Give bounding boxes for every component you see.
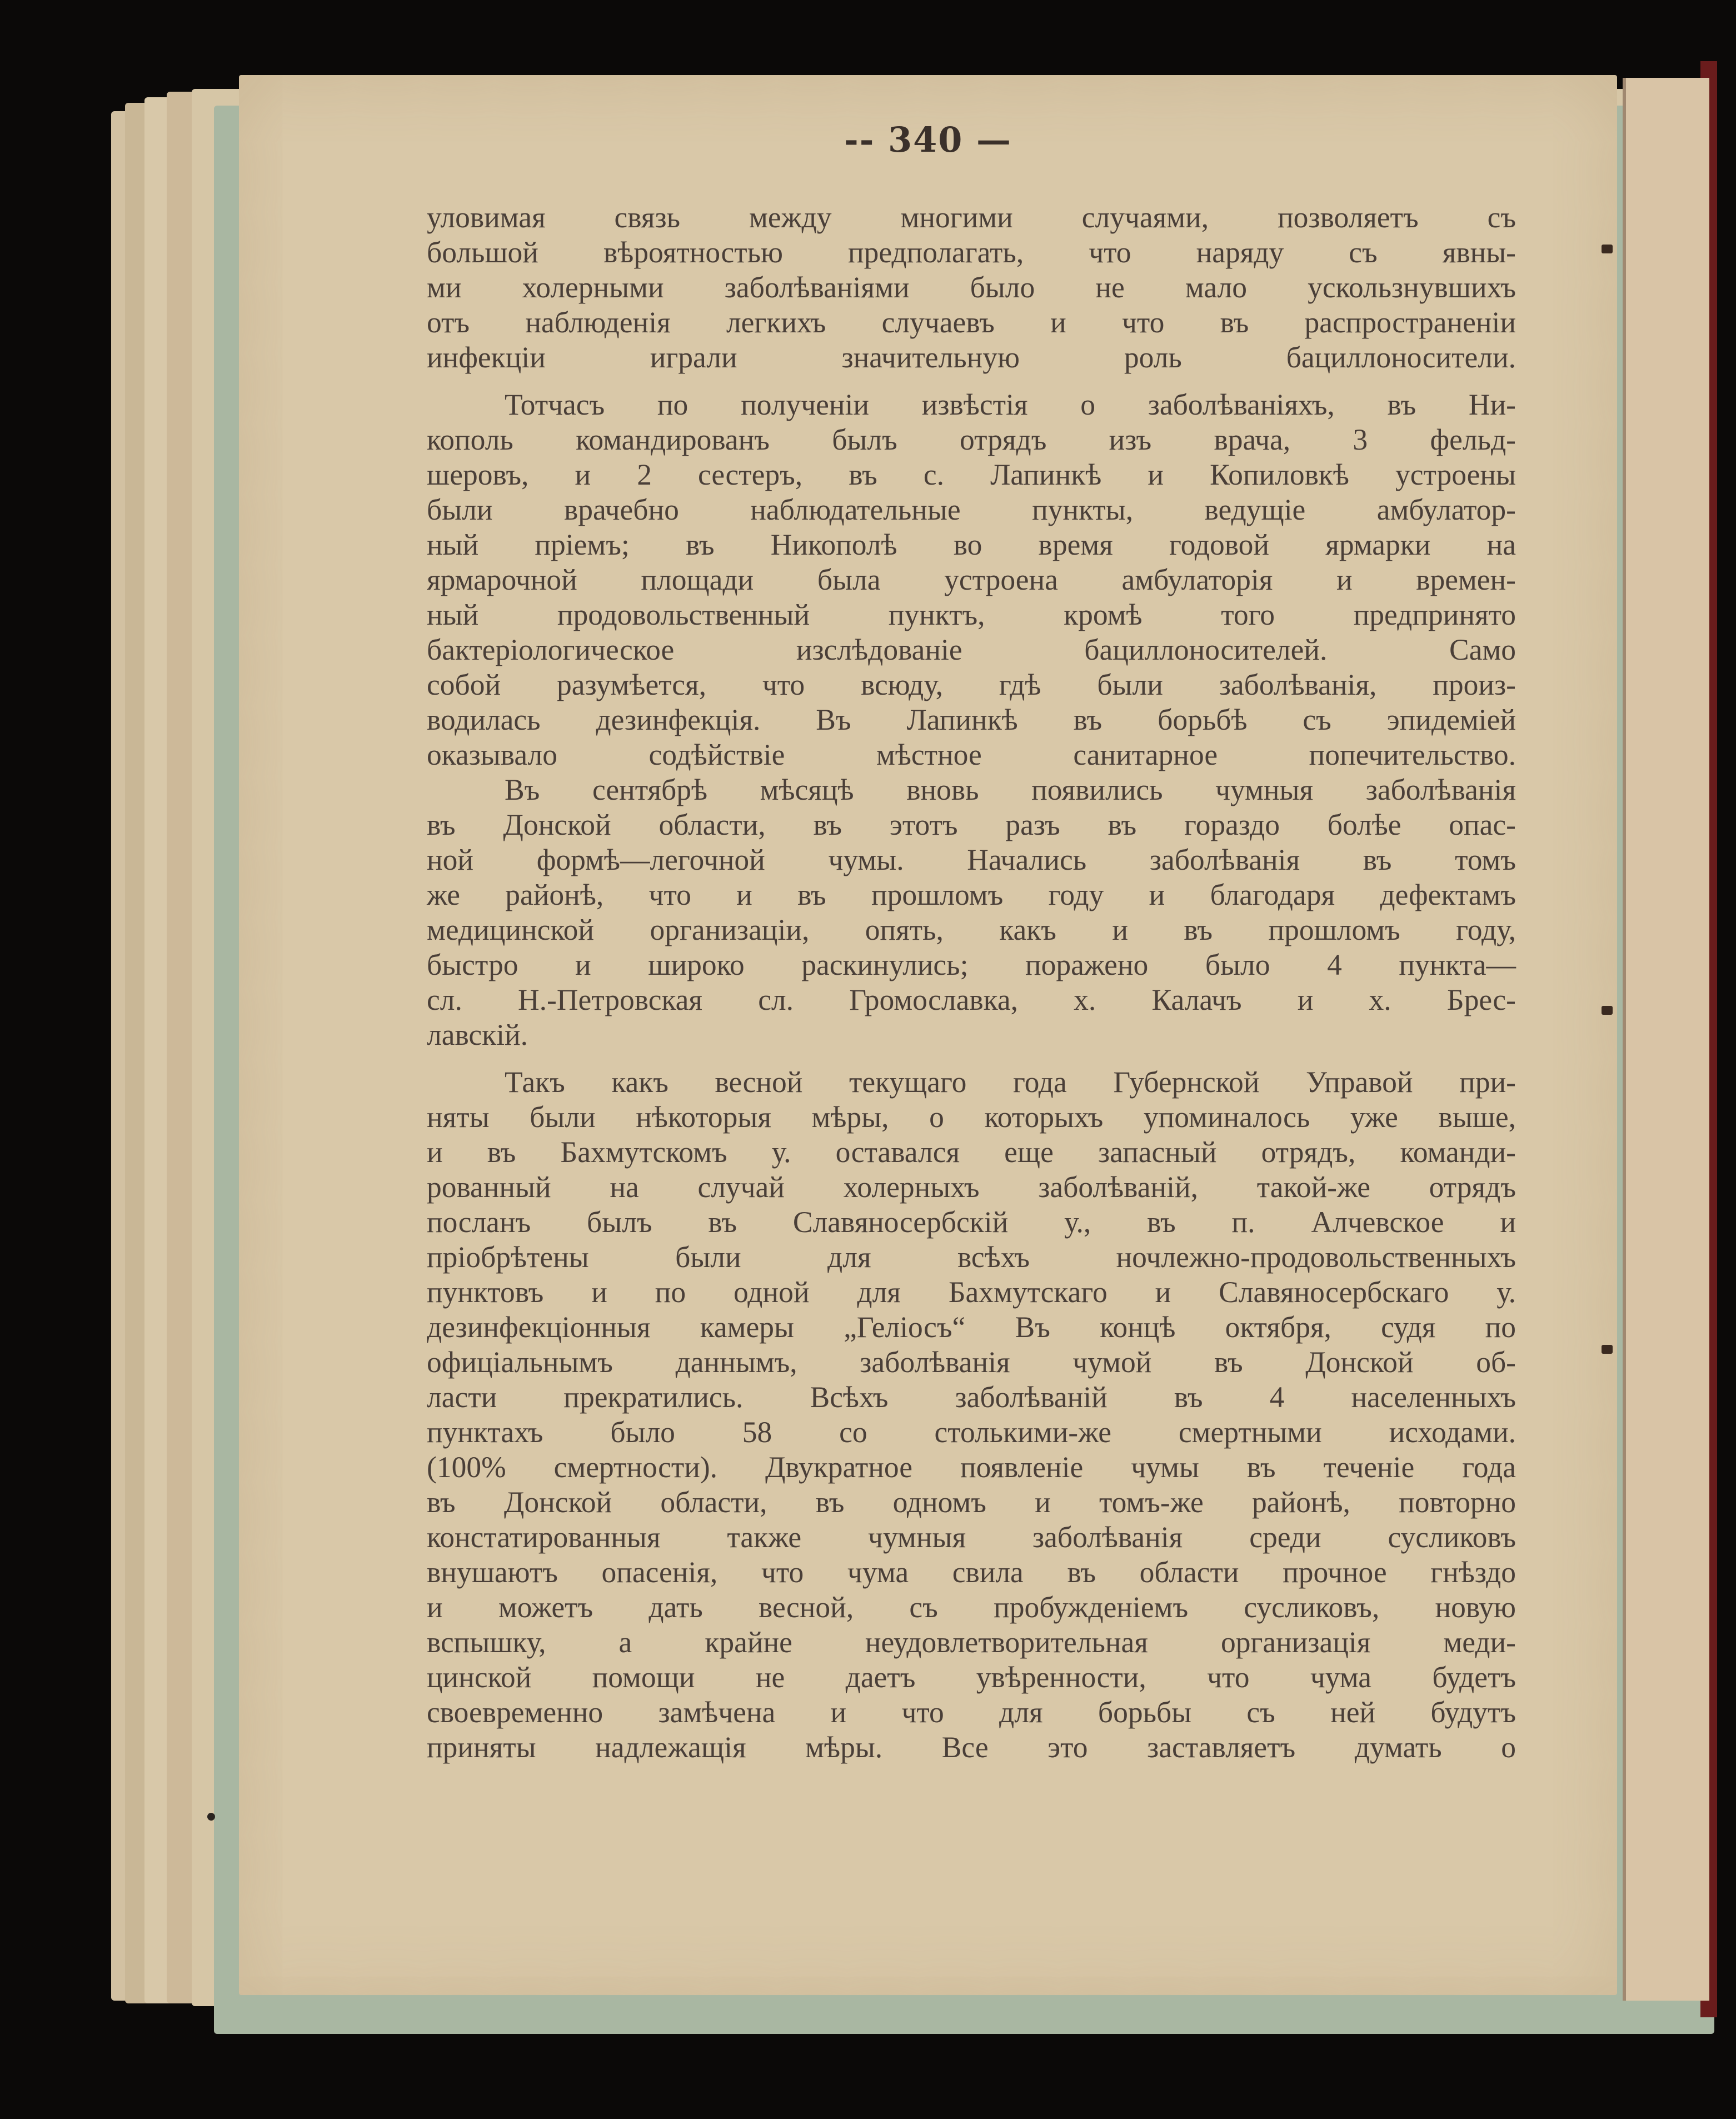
text-line: Въ сентябрѣ мѣсяцѣ вновь появились чумныя заболѣванія <box>505 773 1516 806</box>
text-line: быстро и широко раскинулись; поражено было 4 пункта— <box>427 948 1516 981</box>
text-line: ми холерными заболѣваніями было не мало ускользнувшихъ <box>427 271 1516 304</box>
text-line: внушаютъ опасенія, что чума свила въ области прочное гнѣздо <box>427 1555 1516 1589</box>
text-line: ной формѣ—легочной чумы. Начались заболѣванія въ томъ <box>427 843 1516 876</box>
paragraph <box>427 387 1516 772</box>
body-text <box>427 200 1516 1765</box>
text-line: и можетъ дать весной, съ пробужденіемъ сусликовъ, новую <box>427 1591 1516 1624</box>
paragraph <box>427 772 1516 1053</box>
text-line: приняты надлежащія мѣры. Все это заставляетъ думать о <box>427 1731 1516 1764</box>
margin-mark <box>1602 1345 1613 1354</box>
text-line: оказывало содѣйствіе мѣстное санитарное попечительство. <box>427 738 1516 771</box>
text-line: кополь командированъ былъ отрядъ изъ врача, 3 фельд- <box>427 423 1516 456</box>
text-line: въ Донской области, въ этотъ разъ въ гораздо болѣе опас- <box>427 808 1516 841</box>
text-line: въ Донской области, въ одномъ и томъ-же районѣ, повторно <box>427 1485 1516 1519</box>
text-line: же районѣ, что и въ прошломъ году и благодаря дефектамъ <box>427 878 1516 911</box>
text-line: медицинской организаціи, опять, какъ и въ прошломъ году, <box>427 913 1516 946</box>
text-line: отъ наблюденія легкихъ случаевъ и что въ распространеніи <box>427 306 1516 339</box>
text-line: няты были нѣкоторыя мѣры, о которыхъ упоминалось уже выше, <box>427 1100 1516 1134</box>
page-number: -- 340 — <box>844 119 1012 160</box>
margin-mark <box>1602 1006 1613 1015</box>
text-line: посланъ былъ въ Славяносербскій у., въ п. Алчевское и <box>427 1205 1516 1239</box>
text-line: ный продовольственный пунктъ, кромѣ того предпринято <box>427 598 1516 631</box>
text-line: цинской помощи не даетъ увѣренности, что чума будетъ <box>427 1661 1516 1694</box>
text-line: бактеріологическое изслѣдованіе бациллоносителей. Само <box>427 633 1516 666</box>
text-line: шеровъ, и 2 сестеръ, въ с. Лапинкѣ и Копиловкѣ устроены <box>427 458 1516 491</box>
text-line: пунктахъ было 58 со столькими-же смертными исходами. <box>427 1415 1516 1449</box>
paragraph <box>427 1065 1516 1765</box>
text-line: дезинфекціонныя камеры „Геліосъ“ Въ концѣ октября, судя по <box>427 1310 1516 1344</box>
text-line: рованный на случай холерныхъ заболѣваній, такой-же отрядъ <box>427 1170 1516 1204</box>
text-line: Тотчасъ по полученіи извѣстія о заболѣваніяхъ, въ Ни- <box>505 388 1516 421</box>
ink-speck <box>207 1813 215 1821</box>
text-line: своевременно замѣчена и что для борьбы съ ней будутъ <box>427 1696 1516 1729</box>
paragraph <box>427 200 1516 375</box>
text-line: вспышку, а крайне неудовлетворительная организація меди- <box>427 1626 1516 1659</box>
text-line: сл. Н.-Петровская сл. Громославка, х. Калачъ и х. Брес- <box>427 983 1516 1016</box>
text-line: и въ Бахмутскомъ у. оставался еще запасный отрядъ, команди- <box>427 1135 1516 1169</box>
text-line: ярмарочной площади была устроена амбулаторія и времен- <box>427 563 1516 596</box>
next-page-edge <box>1623 78 1709 2001</box>
text-line: ласти прекратились. Всѣхъ заболѣваній въ 4 населенныхъ <box>427 1380 1516 1414</box>
text-line: пунктовъ и по одной для Бахмутскаго и Славяносербскаго у. <box>427 1275 1516 1309</box>
text-line: лавскій. <box>427 1018 528 1051</box>
text-line: пріобрѣтены были для всѣхъ ночлежно-продовольственныхъ <box>427 1240 1516 1274</box>
text-line: были врачебно наблюдательные пункты, ведущіе амбулатор- <box>427 493 1516 526</box>
margin-mark <box>1602 245 1613 253</box>
text-line: большой вѣроятностью предполагать, что наряду съ явны- <box>427 236 1516 269</box>
text-line: офиціальнымъ даннымъ, заболѣванія чумой въ Донской об- <box>427 1345 1516 1379</box>
text-line: ный пріемъ; въ Никополѣ во время годовой ярмарки на <box>427 528 1516 561</box>
text-line: водилась дезинфекція. Въ Лапинкѣ въ борьбѣ съ эпидеміей <box>427 703 1516 736</box>
text-line: (100% смертности). Двукратное появленіе чумы въ теченіе года <box>427 1450 1516 1484</box>
text-line: констатированныя также чумныя заболѣванія среди сусликовъ <box>427 1520 1516 1554</box>
text-line: уловимая связь между многими случаями, позволяетъ съ <box>427 201 1516 234</box>
text-line: собой разумѣется, что всюду, гдѣ были заболѣванія, произ- <box>427 668 1516 701</box>
book-page <box>239 75 1617 1995</box>
text-line: инфекціи играли значительную роль бациллоносители. <box>427 341 1516 374</box>
text-line: Такъ какъ весной текущаго года Губернской Управой при- <box>505 1065 1516 1099</box>
